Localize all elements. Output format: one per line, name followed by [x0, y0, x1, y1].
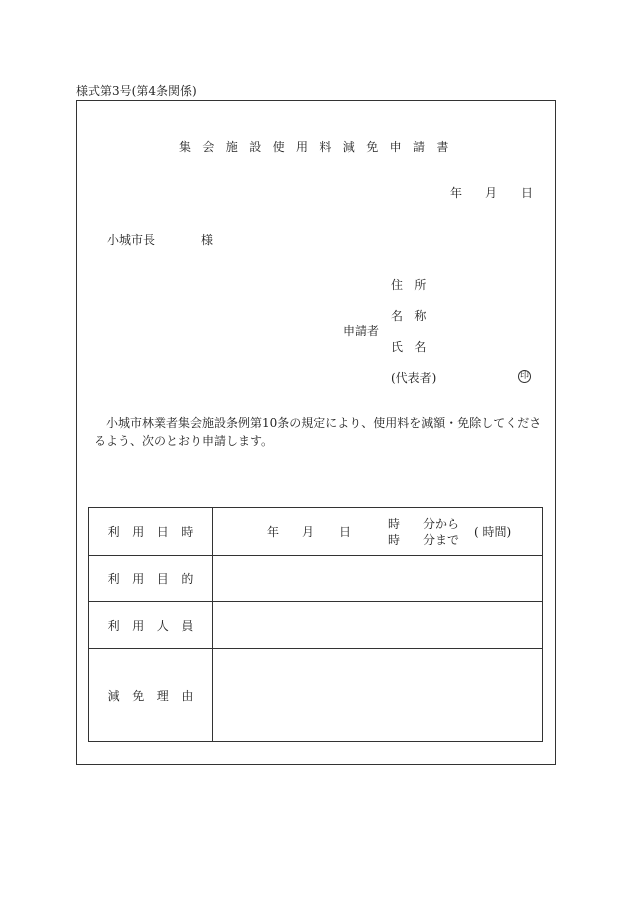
attendees-field[interactable]	[213, 602, 543, 649]
table-row	[89, 508, 543, 556]
datetime-hour-start: 時	[388, 517, 401, 531]
table-row	[89, 556, 543, 602]
datetime-year: 年	[267, 525, 280, 539]
body-text: 小城市林業者集会施設条例第10条の規定により、使用料を減額・免除してくださるよう、次のとおり申請します。	[94, 416, 542, 448]
addressee-name: 小城市長	[107, 233, 156, 247]
purpose-field[interactable]	[213, 556, 543, 602]
datetime-day: 日	[339, 525, 352, 539]
row-label-datetime: 利用日時	[89, 508, 213, 556]
form-title: 集会施設使用料減免申請書	[179, 140, 460, 154]
datetime-month: 月	[302, 525, 315, 539]
form-number: 様式第3号(第4条関係)	[76, 84, 197, 98]
date-day: 日	[521, 186, 534, 200]
representative-label: (代表者)	[391, 371, 437, 385]
row-label-purpose: 利用目的	[89, 556, 213, 602]
row-label-reason: 減免理由	[89, 649, 213, 742]
datetime-field[interactable]	[213, 508, 543, 556]
date-month: 月	[485, 186, 498, 200]
datetime-hour-end: 時	[388, 533, 401, 547]
addressee-honorific: 様	[201, 233, 214, 247]
datetime-until: 分まで	[423, 533, 460, 547]
datetime-hours: ( 時間)	[474, 525, 512, 539]
applicant-label: 申請者	[343, 324, 380, 338]
datetime-from: 分から	[423, 517, 460, 531]
usage-table	[88, 507, 543, 742]
table-row	[89, 649, 543, 742]
address-label: 住所	[391, 278, 438, 292]
reason-field[interactable]	[213, 649, 543, 742]
table-row	[89, 602, 543, 649]
row-label-attendees: 利用人員	[89, 602, 213, 649]
person-name-label: 氏名	[391, 340, 438, 354]
seal-mark: 印	[519, 371, 529, 381]
date-year: 年	[450, 186, 463, 200]
org-name-label: 名称	[391, 309, 438, 323]
